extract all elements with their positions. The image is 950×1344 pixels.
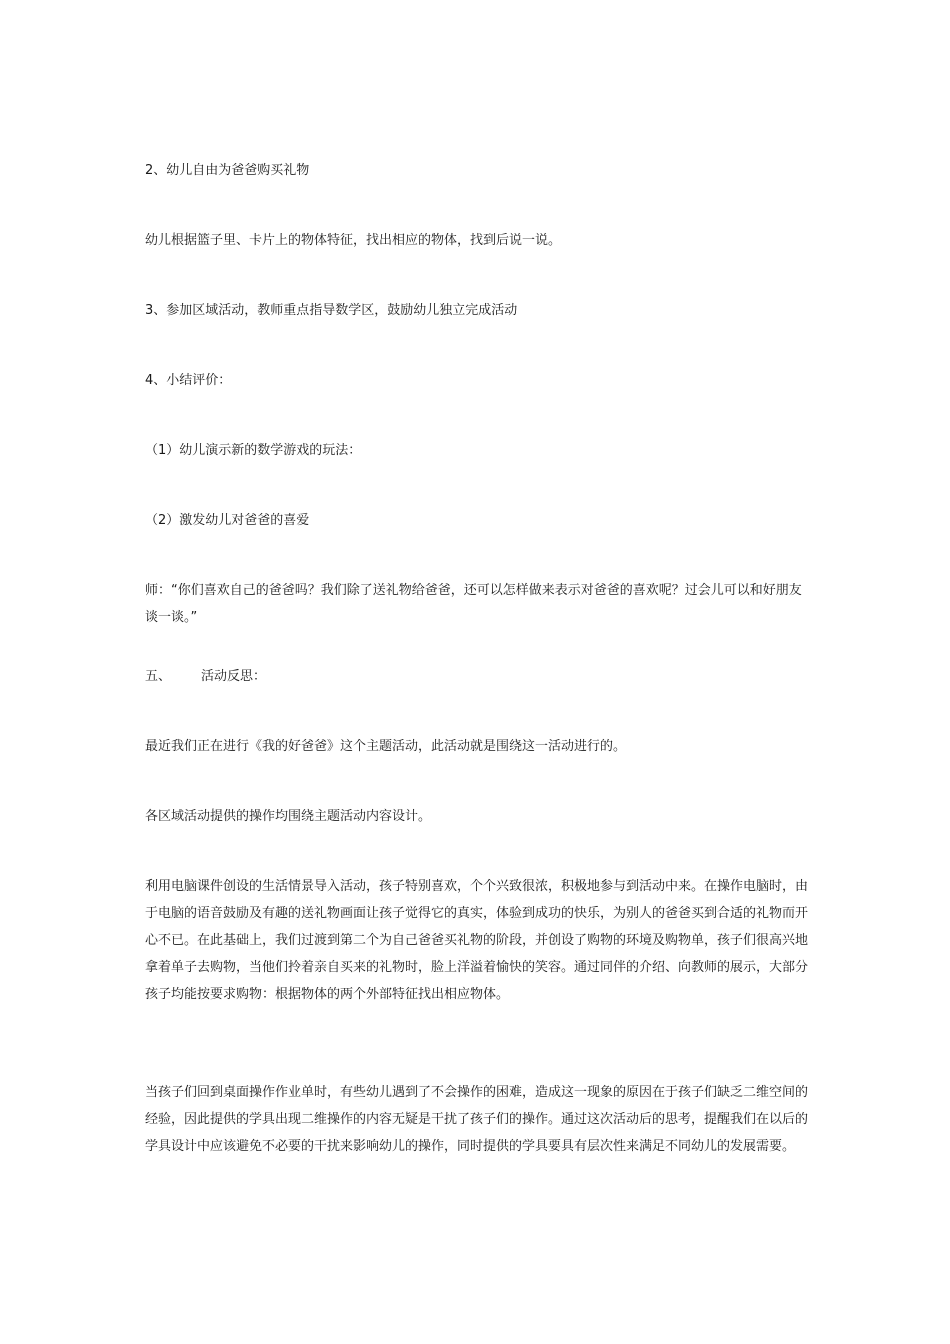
paragraph-step-4: 4、小结评价： xyxy=(145,373,232,388)
paragraph-step-2: 2、幼儿自由为爸爸购买礼物 xyxy=(145,163,310,178)
paragraph-teacher-quote: 师：“你们喜欢自己的爸爸吗？我们除了送礼物给爸爸，还可以怎样做来表示对爸爸的喜欢呢？过会儿可以和好朋友谈一谈。” xyxy=(145,583,802,625)
paragraph-summary-2: （2）激发幼儿对爸爸的喜爱 xyxy=(145,513,310,528)
paragraph-reflection-design: 各区域活动提供的操作均围绕主题活动内容设计。 xyxy=(145,809,432,824)
section-title: 活动反思： xyxy=(201,669,267,684)
paragraph-step-3: 3、参加区域活动，教师重点指导数学区，鼓励幼儿独立完成活动 xyxy=(145,303,518,318)
paragraph-reflection-activity: 利用电脑课件创设的生活情景导入活动，孩子特别喜欢，个个兴致很浓，积极地参与到活动中来。在操作电脑时，由于电脑的语音鼓励及有趣的送礼物画面让孩子觉得它的真实，体验到成功的快乐，为别人的爸爸买到合适的礼物而开心不已。在此基础上，我们过渡到第二个为自己爸爸买礼物的阶段，并创设了购物的环境及购物单，孩子们很高兴地拿着单子去购物，当他们拎着亲自买来的礼物时，脸上洋溢着愉快的笑容。通过同伴的介绍、向教师的展示，大部分孩子均能按要求购物：根据物体的两个外部特征找出相应物体。 xyxy=(145,879,809,1002)
paragraph-summary-1: （1）幼儿演示新的数学游戏的玩法： xyxy=(145,443,362,458)
paragraph-reflection-intro: 最近我们正在进行《我的好爸爸》这个主题活动，此活动就是围绕这一活动进行的。 xyxy=(145,739,627,754)
section-heading-reflection xyxy=(145,663,813,690)
paragraph-reflection-improvement: 当孩子们回到桌面操作作业单时，有些幼儿遇到了不会操作的困难，造成这一现象的原因在于孩子们缺乏二维空间的经验，因此提供的学具出现二维操作的内容无疑是干扰了孩子们的操作。通过这次活动后的思考，提醒我们在以后的学具设计中应该避免不必要的干扰来影响幼儿的操作，同时提供的学具要具有层次性来满足不同幼儿的发展需要。 xyxy=(145,1085,809,1154)
paragraph-step-2-detail: 幼儿根据篮子里、卡片上的物体特征，找出相应的物体，找到后说一说。 xyxy=(145,233,562,248)
section-number: 五、 xyxy=(145,669,172,684)
